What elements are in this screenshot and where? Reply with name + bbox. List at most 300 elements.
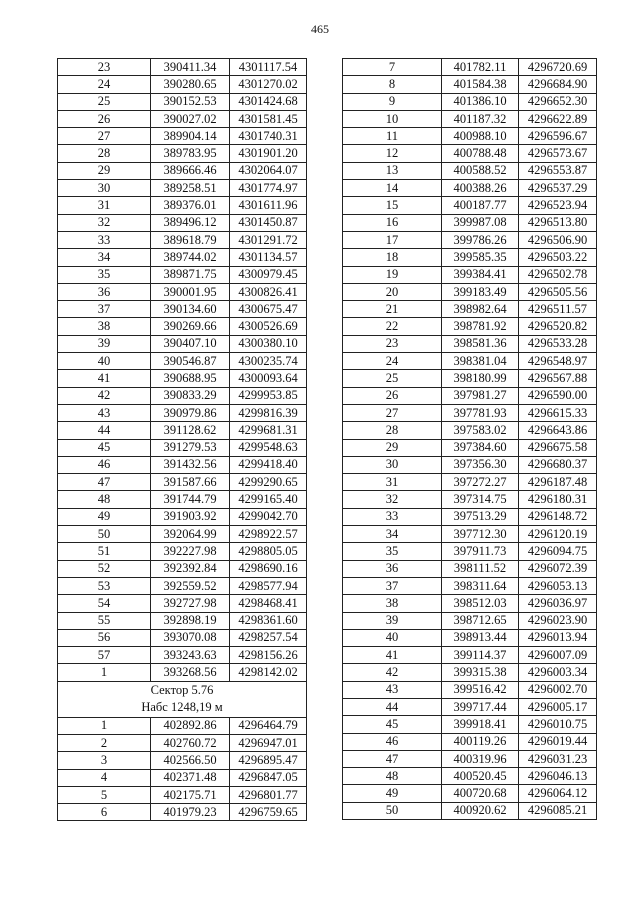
y-coordinate: 4296503.22 [519, 249, 597, 266]
table-row [58, 629, 307, 646]
table-row [58, 214, 307, 231]
point-number: 32 [343, 491, 442, 508]
x-coordinate: 402566.50 [151, 752, 230, 769]
y-coordinate: 4299816.39 [230, 404, 307, 421]
point-number: 31 [58, 197, 151, 214]
table-row [58, 318, 307, 335]
table-row [343, 162, 597, 179]
point-number: 38 [58, 318, 151, 335]
point-number: 24 [343, 353, 442, 370]
point-number: 50 [58, 526, 151, 543]
x-coordinate: 390833.29 [151, 387, 230, 404]
x-coordinate: 391903.92 [151, 508, 230, 525]
point-number: 44 [343, 698, 442, 715]
x-coordinate: 398781.92 [442, 318, 519, 335]
point-number: 11 [343, 128, 442, 145]
point-number: 32 [58, 214, 151, 231]
y-coordinate: 4299681.31 [230, 422, 307, 439]
y-coordinate: 4296010.75 [519, 716, 597, 733]
table-row [58, 508, 307, 525]
x-coordinate: 400520.45 [442, 768, 519, 785]
x-coordinate: 391744.79 [151, 491, 230, 508]
x-coordinate: 390134.60 [151, 301, 230, 318]
x-coordinate: 397781.93 [442, 404, 519, 421]
x-coordinate: 402760.72 [151, 734, 230, 751]
point-number: 55 [58, 612, 151, 629]
point-number: 56 [58, 629, 151, 646]
table-row [58, 560, 307, 577]
point-number: 27 [58, 128, 151, 145]
x-coordinate: 398111.52 [442, 560, 519, 577]
y-coordinate: 4296720.69 [519, 59, 597, 76]
x-coordinate: 402175.71 [151, 786, 230, 803]
x-coordinate: 389258.51 [151, 180, 230, 197]
point-number: 29 [343, 439, 442, 456]
table-row [343, 716, 597, 733]
point-number: 50 [343, 802, 442, 819]
point-number: 33 [58, 231, 151, 248]
x-coordinate: 400388.26 [442, 180, 519, 197]
table-row [58, 491, 307, 508]
point-number: 26 [343, 387, 442, 404]
y-coordinate: 4296464.79 [230, 717, 307, 734]
sector-length: Набс 1248,19 м [141, 700, 223, 715]
table-row [343, 577, 597, 594]
y-coordinate: 4296684.90 [519, 76, 597, 93]
x-coordinate: 399384.41 [442, 266, 519, 283]
y-coordinate: 4296505.56 [519, 283, 597, 300]
y-coordinate: 4299042.70 [230, 508, 307, 525]
y-coordinate: 4298361.60 [230, 612, 307, 629]
point-number: 52 [58, 560, 151, 577]
table-row [58, 769, 307, 786]
table-row [343, 128, 597, 145]
x-coordinate: 400588.52 [442, 162, 519, 179]
point-number: 54 [58, 595, 151, 612]
point-number: 14 [343, 180, 442, 197]
y-coordinate: 4300235.74 [230, 353, 307, 370]
table-row [343, 180, 597, 197]
page-number: 465 [311, 22, 329, 36]
point-number: 46 [343, 733, 442, 750]
table-row [58, 577, 307, 594]
table-row [58, 145, 307, 162]
point-number: 20 [343, 283, 442, 300]
point-number: 10 [343, 110, 442, 127]
table-row [58, 370, 307, 387]
y-coordinate: 4299165.40 [230, 491, 307, 508]
table-row [343, 266, 597, 283]
table-row [58, 404, 307, 421]
x-coordinate: 392559.52 [151, 577, 230, 594]
table-row [343, 387, 597, 404]
table-row [343, 629, 597, 646]
x-coordinate: 393268.56 [151, 664, 230, 681]
point-number: 21 [343, 301, 442, 318]
sector-row [58, 681, 307, 717]
x-coordinate: 399516.42 [442, 681, 519, 698]
y-coordinate: 4296031.23 [519, 750, 597, 767]
x-coordinate: 399786.26 [442, 231, 519, 248]
y-coordinate: 4300675.47 [230, 301, 307, 318]
y-coordinate: 4296053.13 [519, 577, 597, 594]
point-number: 53 [58, 577, 151, 594]
y-coordinate: 4299548.63 [230, 439, 307, 456]
point-number: 38 [343, 595, 442, 612]
point-number: 48 [343, 768, 442, 785]
table-row [343, 93, 597, 110]
sector-title: Сектор 5.76 [150, 683, 214, 698]
y-coordinate: 4296511.57 [519, 301, 597, 318]
y-coordinate: 4298142.02 [230, 664, 307, 681]
y-coordinate: 4300380.10 [230, 335, 307, 352]
table-row [58, 76, 307, 93]
table-row [58, 786, 307, 803]
x-coordinate: 400187.77 [442, 197, 519, 214]
x-coordinate: 397356.30 [442, 456, 519, 473]
x-coordinate: 389618.79 [151, 231, 230, 248]
y-coordinate: 4301291.72 [230, 231, 307, 248]
table-row [58, 595, 307, 612]
y-coordinate: 4298577.94 [230, 577, 307, 594]
x-coordinate: 402371.48 [151, 769, 230, 786]
table-row [58, 387, 307, 404]
point-number: 13 [343, 162, 442, 179]
table-row [343, 439, 597, 456]
table-row [343, 785, 597, 802]
y-coordinate: 4296007.09 [519, 647, 597, 664]
point-number: 1 [58, 664, 151, 681]
coordinates-table-left [57, 58, 307, 821]
x-coordinate: 392898.19 [151, 612, 230, 629]
table-row [58, 543, 307, 560]
table-row [343, 612, 597, 629]
y-coordinate: 4300526.69 [230, 318, 307, 335]
x-coordinate: 389783.95 [151, 145, 230, 162]
point-number: 51 [58, 543, 151, 560]
y-coordinate: 4296187.48 [519, 474, 597, 491]
y-coordinate: 4296003.34 [519, 664, 597, 681]
point-number: 39 [58, 335, 151, 352]
table-row [343, 76, 597, 93]
point-number: 28 [343, 422, 442, 439]
x-coordinate: 390546.87 [151, 353, 230, 370]
y-coordinate: 4301450.87 [230, 214, 307, 231]
x-coordinate: 397583.02 [442, 422, 519, 439]
sector-header [58, 681, 307, 717]
y-coordinate: 4296567.88 [519, 370, 597, 387]
x-coordinate: 399585.35 [442, 249, 519, 266]
point-number: 43 [343, 681, 442, 698]
x-coordinate: 397981.27 [442, 387, 519, 404]
y-coordinate: 4298805.05 [230, 543, 307, 560]
x-coordinate: 392064.99 [151, 526, 230, 543]
point-number: 30 [343, 456, 442, 473]
table-row [58, 266, 307, 283]
x-coordinate: 391432.56 [151, 456, 230, 473]
y-coordinate: 4296019.44 [519, 733, 597, 750]
x-coordinate: 392227.98 [151, 543, 230, 560]
point-number: 48 [58, 491, 151, 508]
x-coordinate: 397513.29 [442, 508, 519, 525]
y-coordinate: 4298690.16 [230, 560, 307, 577]
x-coordinate: 392392.84 [151, 560, 230, 577]
point-number: 12 [343, 145, 442, 162]
table-row [343, 214, 597, 231]
point-number: 35 [58, 266, 151, 283]
y-coordinate: 4296675.58 [519, 439, 597, 456]
point-number: 25 [343, 370, 442, 387]
table-row [343, 750, 597, 767]
point-number: 35 [343, 543, 442, 560]
table-row [58, 612, 307, 629]
x-coordinate: 402892.86 [151, 717, 230, 734]
x-coordinate: 391279.53 [151, 439, 230, 456]
y-coordinate: 4296005.17 [519, 698, 597, 715]
y-coordinate: 4296180.31 [519, 491, 597, 508]
y-coordinate: 4296520.82 [519, 318, 597, 335]
x-coordinate: 397314.75 [442, 491, 519, 508]
point-number: 49 [343, 785, 442, 802]
table-row [343, 145, 597, 162]
point-number: 6 [58, 804, 151, 821]
x-coordinate: 398180.99 [442, 370, 519, 387]
table-row [58, 422, 307, 439]
y-coordinate: 4296072.39 [519, 560, 597, 577]
table-row [58, 664, 307, 681]
y-coordinate: 4296596.67 [519, 128, 597, 145]
x-coordinate: 400720.68 [442, 785, 519, 802]
table-row [343, 231, 597, 248]
y-coordinate: 4296046.13 [519, 768, 597, 785]
table-row [343, 664, 597, 681]
point-number: 31 [343, 474, 442, 491]
x-coordinate: 399183.49 [442, 283, 519, 300]
table-row [343, 560, 597, 577]
point-number: 42 [343, 664, 442, 681]
table-row [58, 734, 307, 751]
x-coordinate: 398982.64 [442, 301, 519, 318]
point-number: 23 [58, 59, 151, 76]
coordinates-table-right [342, 58, 597, 820]
point-number: 26 [58, 110, 151, 127]
table-row [343, 370, 597, 387]
x-coordinate: 399918.41 [442, 716, 519, 733]
y-coordinate: 4296947.01 [230, 734, 307, 751]
point-number: 17 [343, 231, 442, 248]
point-number: 22 [343, 318, 442, 335]
point-number: 40 [58, 353, 151, 370]
table-row [343, 802, 597, 819]
point-number: 40 [343, 629, 442, 646]
y-coordinate: 4301134.57 [230, 249, 307, 266]
y-coordinate: 4301774.97 [230, 180, 307, 197]
table-row [343, 283, 597, 300]
x-coordinate: 391128.62 [151, 422, 230, 439]
table-row [343, 508, 597, 525]
x-coordinate: 390001.95 [151, 283, 230, 300]
x-coordinate: 397712.30 [442, 526, 519, 543]
table-row [58, 301, 307, 318]
y-coordinate: 4301117.54 [230, 59, 307, 76]
point-number: 45 [58, 439, 151, 456]
x-coordinate: 398311.64 [442, 577, 519, 594]
point-number: 41 [343, 647, 442, 664]
table-row [58, 752, 307, 769]
y-coordinate: 4296622.89 [519, 110, 597, 127]
table-row [58, 180, 307, 197]
table-row [58, 353, 307, 370]
y-coordinate: 4300093.64 [230, 370, 307, 387]
x-coordinate: 393243.63 [151, 647, 230, 664]
point-number: 36 [343, 560, 442, 577]
point-number: 27 [343, 404, 442, 421]
y-coordinate: 4296847.05 [230, 769, 307, 786]
point-number: 33 [343, 508, 442, 525]
y-coordinate: 4296895.47 [230, 752, 307, 769]
x-coordinate: 399114.37 [442, 647, 519, 664]
table-row [343, 197, 597, 214]
x-coordinate: 392727.98 [151, 595, 230, 612]
y-coordinate: 4296533.28 [519, 335, 597, 352]
table-row [58, 110, 307, 127]
y-coordinate: 4296148.72 [519, 508, 597, 525]
y-coordinate: 4296085.21 [519, 802, 597, 819]
table-row [343, 733, 597, 750]
y-coordinate: 4298156.26 [230, 647, 307, 664]
y-coordinate: 4301581.45 [230, 110, 307, 127]
y-coordinate: 4301740.31 [230, 128, 307, 145]
left-top-rows [58, 59, 307, 682]
point-number: 16 [343, 214, 442, 231]
point-number: 34 [343, 526, 442, 543]
y-coordinate: 4301611.96 [230, 197, 307, 214]
table-row [58, 335, 307, 352]
y-coordinate: 4296013.94 [519, 629, 597, 646]
x-coordinate: 390411.34 [151, 59, 230, 76]
x-coordinate: 400788.48 [442, 145, 519, 162]
y-coordinate: 4298922.57 [230, 526, 307, 543]
x-coordinate: 398913.44 [442, 629, 519, 646]
table-row [343, 353, 597, 370]
point-number: 7 [343, 59, 442, 76]
table-row [58, 439, 307, 456]
y-coordinate: 4296120.19 [519, 526, 597, 543]
table-row [58, 717, 307, 734]
x-coordinate: 390027.02 [151, 110, 230, 127]
y-coordinate: 4296023.90 [519, 612, 597, 629]
x-coordinate: 390688.95 [151, 370, 230, 387]
y-coordinate: 4298468.41 [230, 595, 307, 612]
y-coordinate: 4298257.54 [230, 629, 307, 646]
y-coordinate: 4301270.02 [230, 76, 307, 93]
table-row [58, 197, 307, 214]
point-number: 41 [58, 370, 151, 387]
point-number: 43 [58, 404, 151, 421]
point-number: 19 [343, 266, 442, 283]
x-coordinate: 398512.03 [442, 595, 519, 612]
point-number: 18 [343, 249, 442, 266]
x-coordinate: 397272.27 [442, 474, 519, 491]
table-row [343, 456, 597, 473]
x-coordinate: 398712.65 [442, 612, 519, 629]
point-number: 30 [58, 180, 151, 197]
y-coordinate: 4296590.00 [519, 387, 597, 404]
point-number: 39 [343, 612, 442, 629]
point-number: 23 [343, 335, 442, 352]
point-number: 42 [58, 387, 151, 404]
y-coordinate: 4299953.85 [230, 387, 307, 404]
y-coordinate: 4296506.90 [519, 231, 597, 248]
table-row [58, 456, 307, 473]
x-coordinate: 389904.14 [151, 128, 230, 145]
point-number: 47 [58, 474, 151, 491]
x-coordinate: 401782.11 [442, 59, 519, 76]
point-number: 9 [343, 93, 442, 110]
x-coordinate: 390979.86 [151, 404, 230, 421]
y-coordinate: 4301901.20 [230, 145, 307, 162]
table-row [343, 491, 597, 508]
table-row [343, 422, 597, 439]
table-row [343, 698, 597, 715]
table-row [343, 647, 597, 664]
x-coordinate: 401386.10 [442, 93, 519, 110]
x-coordinate: 390407.10 [151, 335, 230, 352]
y-coordinate: 4301424.68 [230, 93, 307, 110]
point-number: 34 [58, 249, 151, 266]
y-coordinate: 4296094.75 [519, 543, 597, 560]
y-coordinate: 4296548.97 [519, 353, 597, 370]
table-row [58, 231, 307, 248]
y-coordinate: 4296652.30 [519, 93, 597, 110]
table-row [343, 249, 597, 266]
y-coordinate: 4296573.67 [519, 145, 597, 162]
point-number: 49 [58, 508, 151, 525]
y-coordinate: 4299418.40 [230, 456, 307, 473]
table-row [58, 59, 307, 76]
table-row [343, 110, 597, 127]
y-coordinate: 4302064.07 [230, 162, 307, 179]
table-row [343, 404, 597, 421]
y-coordinate: 4296064.12 [519, 785, 597, 802]
x-coordinate: 391587.66 [151, 474, 230, 491]
y-coordinate: 4300979.45 [230, 266, 307, 283]
point-number: 15 [343, 197, 442, 214]
y-coordinate: 4296759.65 [230, 804, 307, 821]
point-number: 45 [343, 716, 442, 733]
x-coordinate: 397384.60 [442, 439, 519, 456]
x-coordinate: 400119.26 [442, 733, 519, 750]
x-coordinate: 400988.10 [442, 128, 519, 145]
x-coordinate: 390280.65 [151, 76, 230, 93]
table-row [58, 93, 307, 110]
point-number: 3 [58, 752, 151, 769]
y-coordinate: 4296615.33 [519, 404, 597, 421]
point-number: 25 [58, 93, 151, 110]
table-row [343, 526, 597, 543]
x-coordinate: 389666.46 [151, 162, 230, 179]
point-number: 57 [58, 647, 151, 664]
x-coordinate: 399717.44 [442, 698, 519, 715]
point-number: 29 [58, 162, 151, 179]
point-number: 37 [343, 577, 442, 594]
point-number: 28 [58, 145, 151, 162]
table-row [58, 128, 307, 145]
x-coordinate: 400319.96 [442, 750, 519, 767]
y-coordinate: 4296680.37 [519, 456, 597, 473]
point-number: 47 [343, 750, 442, 767]
y-coordinate: 4300826.41 [230, 283, 307, 300]
